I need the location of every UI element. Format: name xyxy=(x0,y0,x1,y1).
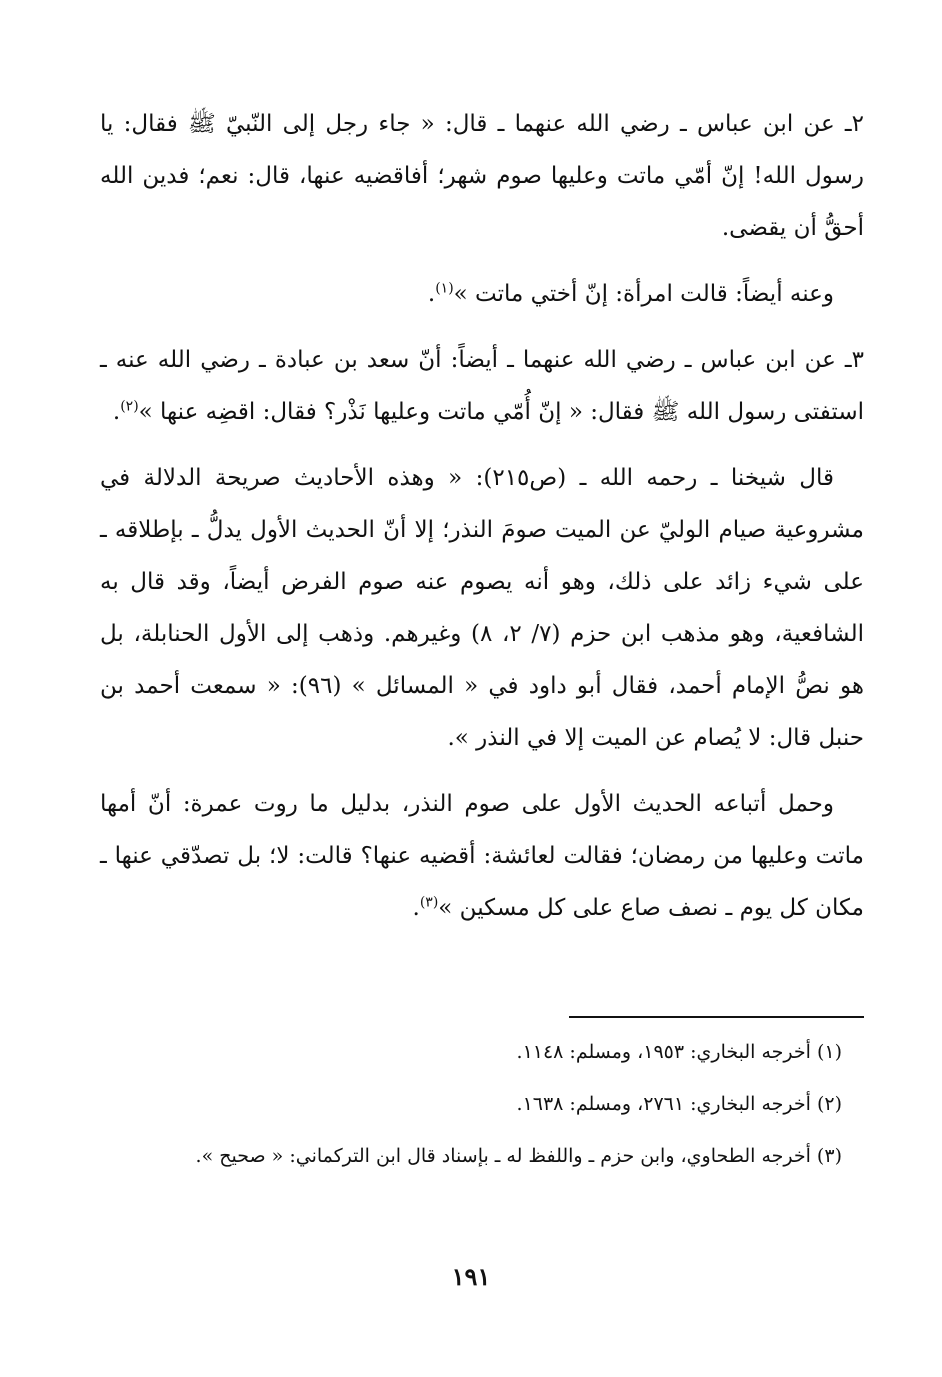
paragraph-interpretation xyxy=(100,778,864,934)
footnote-1: (١) أخرجه البخاري: ١٩٥٣، ومسلم: ١١٤٨. xyxy=(516,1041,842,1063)
footnote-3: (٣) أخرجه الطحاوي، وابن حزم ـ واللفظ له ـ بإسناد قال ابن التركماني: « صحيح ». xyxy=(195,1145,842,1167)
footnote-ref-3: (٣) xyxy=(419,894,439,911)
paragraph-hadith-2-addendum xyxy=(100,268,864,320)
paragraph-hadith-2 xyxy=(100,98,864,254)
paragraph-hadith-3 xyxy=(100,334,864,438)
paragraph-commentary xyxy=(100,452,864,764)
main-text xyxy=(100,98,864,948)
paragraph-tail: . xyxy=(112,399,121,425)
paragraph-text: وعنه أيضاً: قالت امرأة: إنّ أختي ماتت » xyxy=(453,281,834,307)
footnotes xyxy=(100,1038,842,1194)
paragraph-tail: . xyxy=(412,895,420,921)
paragraph-tail: . xyxy=(427,281,436,307)
paragraph-text: ٣ـ عن ابن عباس ـ رضي الله عنهما ـ أيضاً: أنّ سعد بن عبادة ـ رضي الله عنه ـ استفتى رسول الله ﷺ فقال: « إنّ أُمّي ماتت وعليها نَذْر؟ فقال: اقضِه عنها » xyxy=(100,347,864,425)
paragraph-text: ٢ـ عن ابن عباس ـ رضي الله عنهما ـ قال: « جاء رجل إلى النّبيّ ﷺ فقال: يا رسول الله! إنّ أمّي ماتت وعليها صوم شهر؛ أفاقضيه عنها، قال: نعم؛ فدين الله أحقُّ أن يقضى. xyxy=(100,111,864,241)
footnote-ref-2: (٢) xyxy=(120,398,139,415)
page-number: ١٩١ xyxy=(451,1262,491,1291)
footnote-2: (٢) أخرجه البخاري: ٢٧٦١، ومسلم: ١٦٣٨. xyxy=(516,1093,842,1115)
paragraph-text: وحمل أتباعه الحديث الأول على صوم النذر، بدليل ما روت عمرة: أنّ أمها ماتت وعليها من رمضان؛ فقالت لعائشة: أقضيه عنها؟ قالت: لا؛ بل تصدّقي عنها ـ مكان كل يوم ـ نصف صاع على كل مسكين » xyxy=(100,791,864,921)
paragraph-text: قال شيخنا ـ رحمه الله ـ (ص٢١٥): « وهذه الأحاديث صريحة الدلالة في مشروعية صيام الوليّ عن الميت صومَ النذر؛ إلا أنّ الحديث الأول يدلُّ ـ بإطلاقه ـ على شيء زائد على ذلك، وهو أنه يصوم عنه صوم الفرض أيضاً، وقد قال به الشافعية، وهو مذهب ابن حزم (٧/ ٢، ٨) وغيرهم. وذهب إلى الأول الحنابلة، بل هو نصُّ الإمام أحمد، فقال أبو داود في « المسائل » (٩٦): « سمعت أحمد بن حنبل قال: لا يُصام عن الميت إلا في النذر ». xyxy=(100,465,865,751)
footnote-ref-1: (١) xyxy=(435,280,454,297)
footnote-separator xyxy=(569,1016,864,1018)
